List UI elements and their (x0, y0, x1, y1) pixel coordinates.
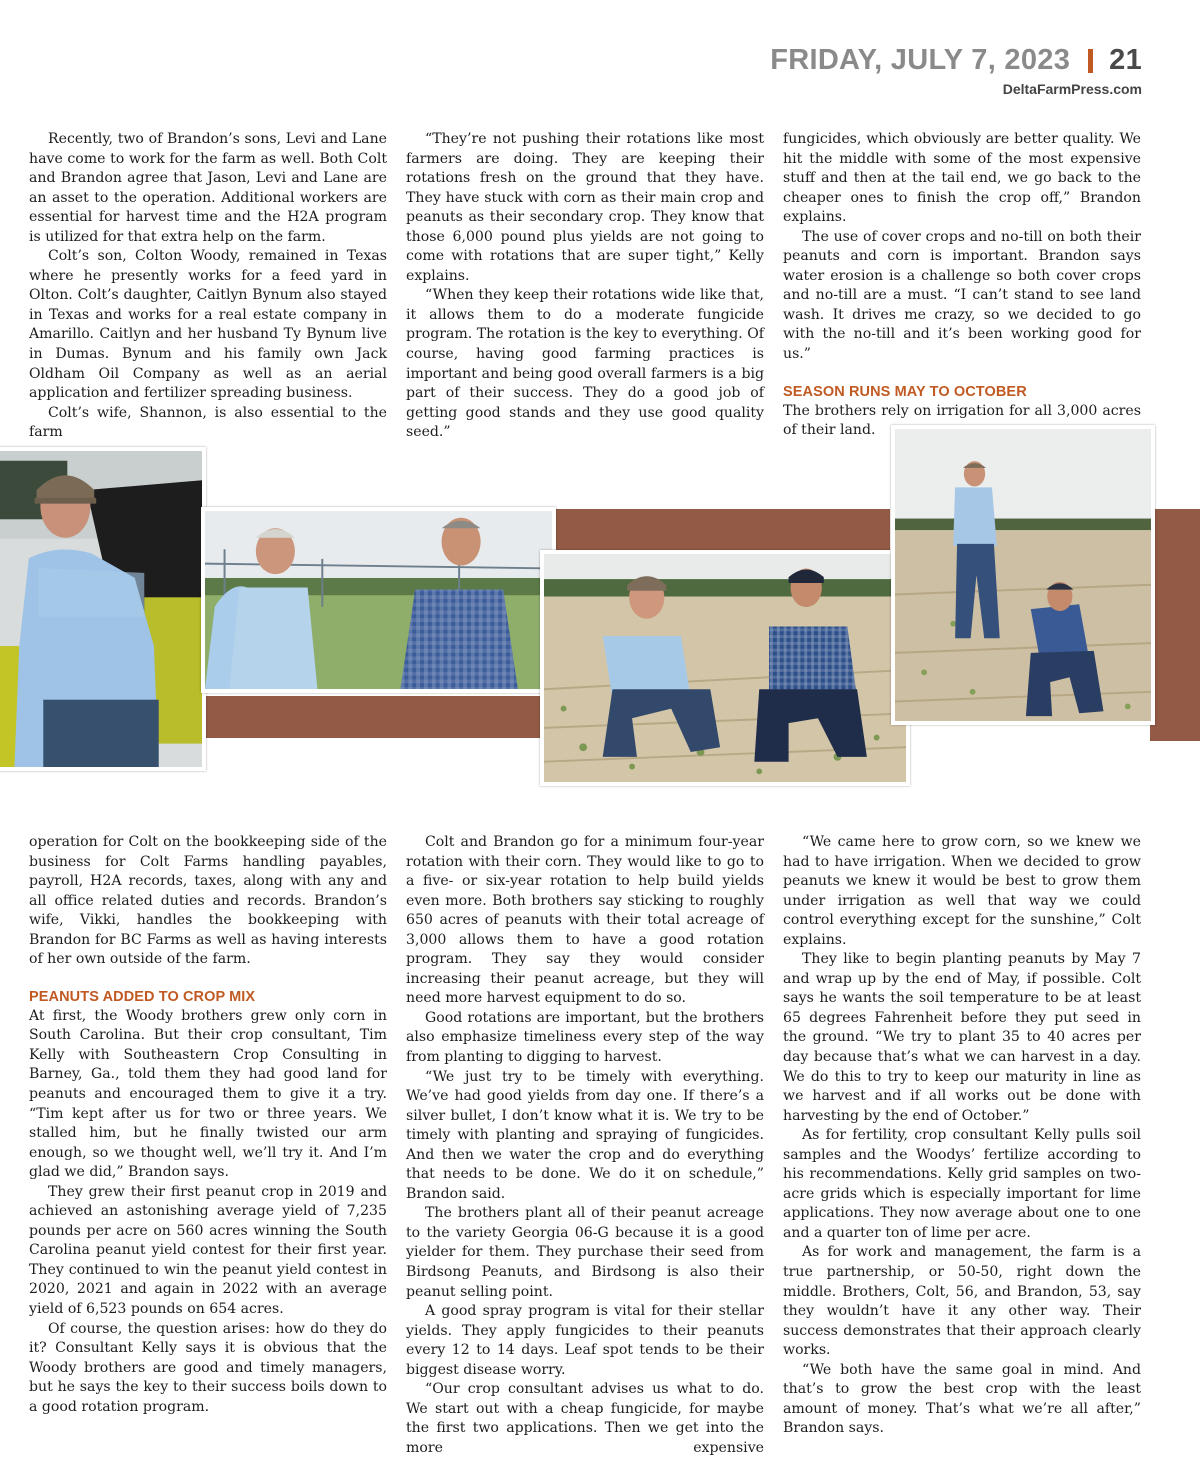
photo-farmer-by-tractor (0, 447, 206, 771)
paragraph: “They’re not pushing their rotations like most farmers are doing. They are keeping their rotations fresh on the ground that they have. They have stuck with corn as their main crop and peanuts as their secondary crop. They know that those 6,000 pound plus yields are not going to come with rotations that are super tight,” Kelly explains. (406, 131, 764, 284)
paragraph: As for work and management, the farm is a true partnership, or 50-50, right down the middle. Brothers, Colt, 56, and Brandon, 53, say they wouldn’t have it any other way. Their success demonstrates that their approach clearly works. (783, 1244, 1141, 1359)
paragraph: “We came here to grow corn, so we knew we had to have irrigation. When we decided to grow peanuts we knew it would be best to grow them under irrigation as well that way we could control everything except for the sunshine,” Colt explains. (783, 834, 1141, 948)
bottom-column-3 (783, 833, 1141, 1439)
paragraph: The brothers rely on irrigation for all 3,000 acres of their land. (783, 402, 1141, 439)
paragraph: Good rotations are important, but the brothers also emphasize timeliness every step of the way from planting to digging to harvest. (406, 1009, 764, 1066)
paragraph: “We both have the same goal in mind. And that’s to grow the best crop with the least amount of money. That’s what we’re all after,” Brandon says. (783, 1361, 1141, 1437)
paragraph: “When they keep their rotations wide like that, it allows them to do a moderate fungicide program. The rotation is the key to everything. Of course, having good farming practices is important and being good overall farmers is a big part of their success. They do a good job of getting good stands and they use good quality seed.” (406, 287, 764, 441)
paragraph: operation for Colt on the bookkeeping side of the business for Colt Farms handling payables, payroll, H2A records, taxes, along with any and all office related duties and records. Brandon’s wife, Vikki, handles the bookkeeping with Brandon for BC Farms as well as having interests of her own outside of the farm. (29, 834, 387, 968)
top-column-3 (783, 130, 1141, 441)
paragraph: The brothers plant all of their peanut acreage to the variety Georgia 06-G because it is a good yielder for them. They purchase their seed from Birdsong Peanuts, and Birdsong is also their peanut selling point. (406, 1205, 764, 1300)
paragraph: Colt and Brandon go for a minimum four-year rotation with their corn. They would like to go to a five- or six-year rotation to help build yields even more. Both brothers say sticking to roughly 650 acres of peanuts with their total acreage of 3,000 allows them to have a good rotation program. They say they would consider increasing their peanut acreage, but they will need more harvest equipment to do so. (406, 834, 764, 1007)
page-number: 21 (1109, 44, 1142, 76)
header-line (770, 44, 1142, 77)
issue-date: FRIDAY, JULY 7, 2023 (770, 44, 1071, 76)
decor-band-right (1150, 509, 1200, 741)
paragraph: Recently, two of Brandon’s sons, Levi and Lane have come to work for the farm as well. Both Colt and Brandon agree that Jason, Levi and Lane are an asset to the operation. Additional workers are essential for harvest time and the H2A program is utilized for that extra help on the farm. (29, 131, 387, 245)
paragraph: Colt’s son, Colton Woody, remained in Texas where he presently works for a feed yard in Olton. Colt’s daughter, Caitlyn Bynum also stayed in Texas and works for a real estate company in Amarillo. Caitlyn and her husband Ty Bynum live in Dumas. Bynum and his family own Jack Oldham Oil Company as well as an aerial application and fertilizer spreading business. (29, 248, 387, 402)
paragraph: Of course, the question arises: how do they do it? Consultant Kelly says it is obvious that the Woody brothers are good and timely managers, but he says the key to their success boils down to a good rotation program. (29, 1320, 387, 1415)
header-separator (1088, 49, 1093, 73)
paragraph: As for fertility, crop consultant Kelly pulls soil samples and the Woodys’ fertilize according to his recommendations. Kelly grid samples on two-acre grids which is especially important for lime applications. They now average about one to one and a quarter ton of lime per acre. (783, 1127, 1141, 1241)
photo-two-farmers-pivot (201, 507, 556, 693)
paragraph: The use of cover crops and no-till on both their peanuts and corn is important. Brandon says water erosion is a challenge so both cover crops and no-till are a must. “I can’t stand to see land wash. It drives me crazy, so we decided to go with the no-till and it’s been working good for us.” (783, 228, 1141, 363)
photo-farmers-kneeling (540, 550, 910, 786)
paragraph: fungicides, which obviously are better quality. We hit the middle with some of the most expensive stuff and then at the tail end, we go back to the cheaper ones to finish the crop off,” Brandon explains. (783, 131, 1141, 226)
decor-band-lower (205, 696, 543, 738)
paragraph: A good spray program is vital for their stellar yields. They apply fungicides to their peanuts every 12 to 14 days. Leaf spot tends to be their biggest disease worry. (406, 1303, 764, 1378)
paragraph: “We just try to be timely with everything. We’ve had good yields from day one. If there’s a silver bullet, I don’t know what it is. We try to be timely with planting and spraying of fungicides. And then we water the crop and do everything that needs to be done. We do it on schedule,” Brandon said. (406, 1068, 764, 1202)
paragraph: They like to begin planting peanuts by May 7 and wrap up by the end of May, if possible. Colt says he wants the soil temperature to be at least 65 degrees Fahrenheit before they put seed in the ground. “We try to plant 35 to 40 acres per day because that’s what we can harvest in a day. We do this to try to keep our maturity in line as we harvest and if all works out be done with harvesting by the end of October.” (783, 951, 1141, 1124)
decor-band-upper (556, 509, 890, 551)
top-column-1 (29, 130, 387, 443)
page-header (770, 44, 1142, 97)
top-column-2 (406, 130, 764, 443)
bottom-column-1 (29, 833, 387, 1417)
bottom-column-2 (406, 833, 764, 1459)
section-heading-season: SEASON RUNS MAY TO OCTOBER (783, 383, 1027, 400)
paragraph: They grew their first peanut crop in 2019 and achieved an astonishing average yield of 7,235 pounds per acre on 560 acres winning the South Carolina peanut yield contest for their first year. They continued to win the peanut yield contest in 2020, 2021 and again in 2022 with an average yield of 6,523 pounds on 654 acres. (29, 1183, 387, 1318)
section-heading-peanuts: PEANUTS ADDED TO CROP MIX (29, 988, 256, 1005)
site-url: DeltaFarmPress.com (1002, 81, 1142, 97)
paragraph: At first, the Woody brothers grew only corn in South Carolina. But their crop consultant, Tim Kelly with Southeastern Crop Consulting in Barney, Ga., told them they had good land for peanuts and encouraged them to give it a try. “Tim kept after us for two or three years. We stalled him, but he finally twisted our arm enough, so we thought well, we’ll try it. And I’m glad we did,” Brandon says. (29, 1007, 387, 1181)
paragraph: Colt’s wife, Shannon, is also essential to the farm (29, 404, 387, 441)
photo-farmers-checking-field (891, 425, 1155, 725)
paragraph: “Our crop consultant advises us what to do. We start out with a cheap fungicide, for maybe the first two applications. Then we get into the more expensive (406, 1381, 764, 1456)
